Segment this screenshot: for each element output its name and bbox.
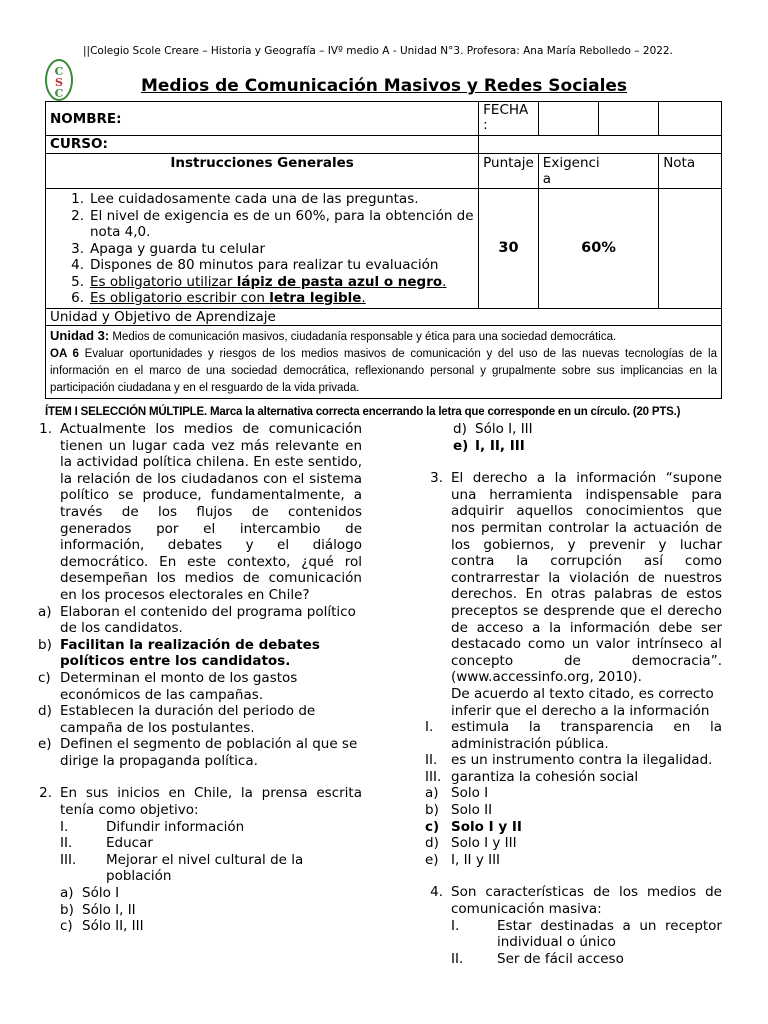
q3-option-d[interactable]: d) Solo I y III (425, 835, 517, 852)
fecha-year-field[interactable] (659, 102, 722, 136)
q2-option-b[interactable]: b) Sólo I, II (60, 901, 136, 918)
unit-objective-cell (46, 325, 722, 398)
nombre-label: NOMBRE: (46, 102, 479, 136)
q1-option-c[interactable]: c) Determinan el monto de los gastos económicos de las campañas. (38, 669, 298, 703)
unit-objective-label: Unidad y Objetivo de Aprendizaje (46, 308, 722, 325)
fecha-day-field[interactable] (538, 102, 598, 136)
q4-item: I. Estar destinadas a un receptor individual o único (451, 917, 722, 951)
instruction-item: 2. El nivel de exigencia es de un 60%, para la obtención de nota 4,0. (71, 207, 474, 240)
q4-item: II. Ser de fácil acceso (451, 950, 624, 967)
q1-option-b[interactable]: b) Facilitan la realización de debates políticos entre los candidatos. (38, 636, 320, 670)
q3-item: III. garantiza la cohesión social (425, 768, 639, 785)
instruction-item: 4. Dispones de 80 minutos para realizar tu evaluación (71, 257, 439, 273)
unit-line: Unidad 3: Medios de comunicación masivos, ciudadanía responsable y ética para una sociedad democrática. (50, 327, 617, 343)
q2-item: II. Educar (60, 835, 153, 852)
curso-field[interactable] (479, 136, 722, 154)
instructions-cell (46, 189, 479, 309)
item-title: ÍTEM I SELECCIÓN MÚLTIPLE. Marca la alternativa correcta encerrando la letra que corresponde en un círculo. (20 PTS.) (45, 406, 681, 418)
puntaje-label: Puntaje (479, 154, 539, 189)
student-info-table (45, 101, 722, 399)
instructions-list (50, 191, 474, 307)
q3-item: II. es un instrumento contra la ilegalidad. (425, 752, 713, 769)
svg-text:C: C (54, 65, 64, 78)
q2-option-d[interactable]: d) Sólo I, III (453, 421, 533, 437)
instruction-item: 5. Es obligatorio utilizar lápiz de pasta azul o negro. (71, 273, 447, 290)
nota-field[interactable] (659, 189, 722, 309)
question-1: 1. Actualmente los medios de comunicación tienen un lugar cada vez más relevante en la actividad política chilena. En este sentido, la relación de los ciudadanos con el sistema político se produce, fundamentalmente, a través de los flujos de contenidos generados por el intercambio de información, debates y el diálogo democrático. En este contexto, ¿qué rol desempeñan los medios de comunicación en los procesos electorales en Chile? (39, 421, 362, 603)
q1-option-d[interactable]: d) Establecen la duración del periodo de campaña de los postulantes. (38, 703, 316, 736)
q2-option-e[interactable]: e) I, II, III (453, 437, 525, 454)
exigencia-value: 60% (538, 189, 658, 309)
instruction-item: 1. Lee cuidadosamente cada una de las preguntas. (71, 191, 419, 207)
q2-option-c[interactable]: c) Sólo II, III (60, 918, 144, 935)
question-4: 4. Son características de los medios de comunicación masiva: (430, 884, 722, 918)
question-3: 3. El derecho a la información “supone una herramienta indispensable para adquirir aquellos conocimientos que nos permitan controlar la actuación de los gobiernos, y prevenir y luchar contra la corrupción así como contrarrestar la violación de nuestros derechos. En otras palabras de estos preceptos se desprende que el derecho de acceso a la información debe ser destacado como un valor intrínseco al concepto de democracia”. (www.accessinfo.org, 2010). (430, 470, 722, 686)
fecha-month-field[interactable] (598, 102, 659, 136)
q2-option-a[interactable]: a) Sólo I (60, 885, 120, 902)
curso-label: CURSO: (46, 136, 479, 154)
oa-line: OA 6 Evaluar oportunidades y riesgos de los medios masivos de comunicación y del uso de las nuevas tecnologías de la información en el marco de una sociedad democrática, reflexionando personal y grupalmente sobre sus implicancias en la participación ciudadana y en el resguardo de la vida privada. (50, 347, 717, 394)
q1-option-e[interactable]: e) Definen el segmento de población al que se dirige la propaganda política. (38, 736, 358, 769)
q3-followup: De acuerdo al texto citado, es correcto inferir que el derecho a la información (451, 685, 714, 719)
instruction-item: 6. Es obligatorio escribir con letra legible. (71, 290, 366, 306)
q2-item: III. Mejorar el nivel cultural de la población (60, 851, 304, 885)
left-column (38, 421, 362, 935)
header-line: ||Colegio Scole Creare – Historia y Geografía – IVº medio A - Unidad N°3. Profesora: Ana María Rebolledo – 2022. (83, 45, 673, 57)
q3-option-e[interactable]: e) I, II y III (425, 851, 501, 868)
exigencia-label: Exigenci a (538, 154, 658, 189)
q3-option-b[interactable]: b) Solo II (425, 802, 493, 819)
q3-item: I. estimula la transparencia en la administración pública. (425, 719, 722, 752)
q3-option-c[interactable]: c) Solo I y II (425, 818, 522, 835)
question-2: 2. En sus inicios en Chile, la prensa escrita tenía como objetivo: (39, 785, 362, 819)
q3-option-a[interactable]: a) Solo I (425, 785, 489, 802)
q2-item: I. Difundir información (60, 818, 245, 835)
right-column (425, 421, 722, 967)
instrucciones-label: Instrucciones Generales (46, 154, 479, 189)
document-title: Medios de Comunicación Masivos y Redes Sociales (140, 76, 628, 96)
instruction-item: 3. Apaga y guarda tu celular (71, 240, 266, 257)
svg-text:C: C (54, 87, 64, 100)
svg-text:S: S (55, 76, 63, 89)
nota-label: Nota (659, 154, 722, 189)
puntaje-value: 30 (479, 189, 539, 309)
q1-option-a[interactable]: a) Elaboran el contenido del programa político de los candidatos. (38, 603, 356, 637)
fecha-label: FECHA : (479, 102, 539, 136)
